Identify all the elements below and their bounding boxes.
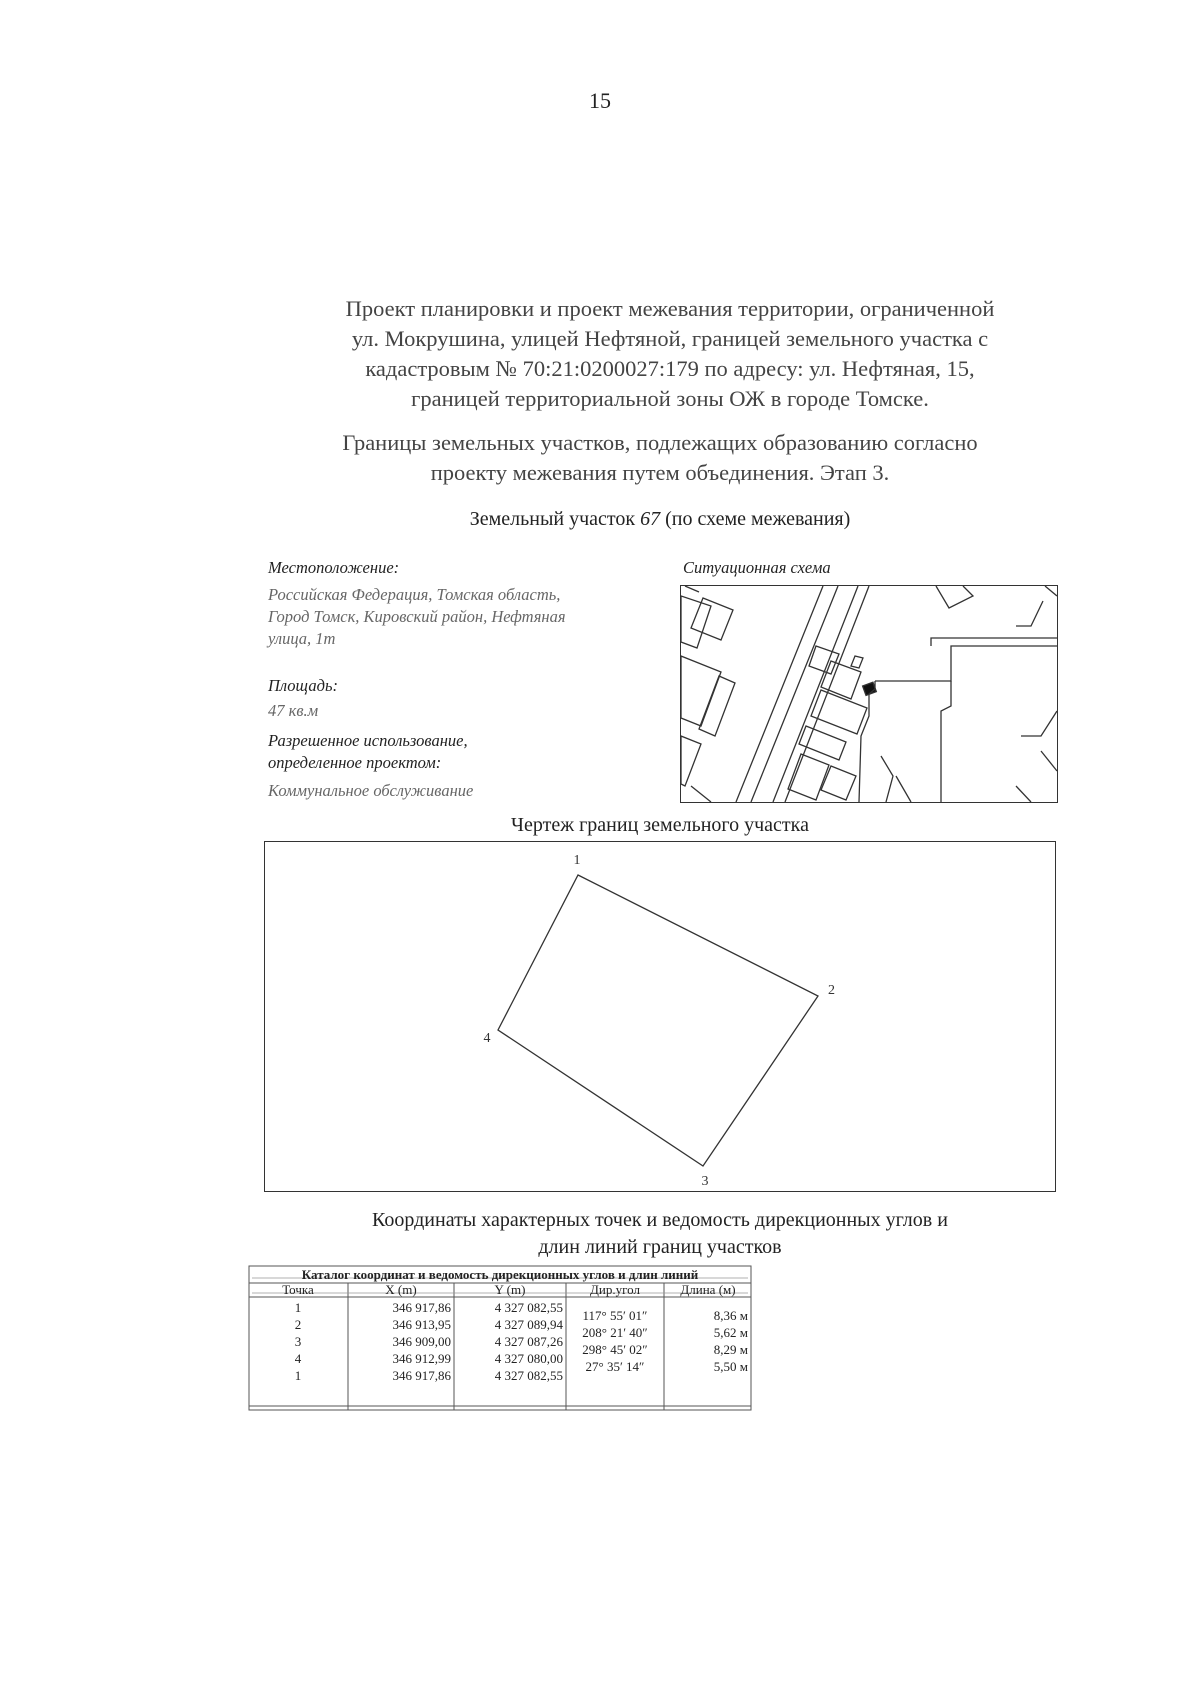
project-title-line: границей территориальной зоны ОЖ в городе Томске. xyxy=(411,386,929,411)
catalog-header: Y (m) xyxy=(494,1282,526,1297)
catalog-length: 8,36 м xyxy=(713,1308,748,1323)
catalog-angle: 117° 55′ 01″ xyxy=(582,1308,648,1323)
use-label-line: определенное проектом: xyxy=(268,753,442,772)
catalog-grid xyxy=(248,1265,752,1411)
area-label: Площадь: xyxy=(268,676,339,695)
catalog-length: 5,62 м xyxy=(713,1325,748,1340)
situation-label: Ситуационная схема xyxy=(683,558,831,577)
use-value: Коммунальное обслуживание xyxy=(268,781,474,800)
catalog-y: 4 327 082,55 xyxy=(494,1300,563,1315)
parcel-number: 67 xyxy=(640,508,661,530)
catalog-header: Точка xyxy=(282,1282,314,1297)
catalog-point: 2 xyxy=(294,1317,302,1332)
situation-map-drawing xyxy=(681,586,1057,802)
project-title-line: кадастровым № 70:21:0200027:179 по адресу: ул. Нефтяная, 15, xyxy=(365,356,975,381)
catalog-header: Длина (м) xyxy=(680,1282,736,1297)
coordinate-catalog-table xyxy=(248,1265,752,1411)
boundary-drawing xyxy=(265,842,1055,1191)
catalog-header: X (m) xyxy=(385,1282,417,1297)
catalog-point: 1 xyxy=(294,1300,302,1315)
point-label: 3 xyxy=(701,1174,709,1189)
catalog-angle: 208° 21′ 40″ xyxy=(582,1325,648,1340)
section-title-line: Границы земельных участков, подлежащих образованию согласно xyxy=(342,430,978,455)
point-label: 2 xyxy=(828,983,835,998)
section-title-line: проекту межевания путем объединения. Этап 3. xyxy=(430,460,890,485)
situation-map xyxy=(680,585,1058,803)
catalog-caption: Каталог координат и ведомость дирекционных углов и длин линий xyxy=(301,1267,699,1282)
catalog-point: 3 xyxy=(294,1334,302,1349)
catalog-header: Дир.угол xyxy=(590,1282,640,1297)
drawing-title: Чертеж границ земельного участка xyxy=(511,814,809,836)
page-number: 15 xyxy=(589,88,611,113)
coordinates-title-line: Координаты характерных точек и ведомость дирекционных углов и xyxy=(372,1209,948,1231)
project-title-line: ул. Мокрушина, улицей Нефтяной, границей земельного участка с xyxy=(351,326,989,351)
location-line: улица, 1т xyxy=(268,629,336,648)
coordinates-title-line: длин линий границ участков xyxy=(538,1236,782,1258)
parcel-boundary xyxy=(498,875,818,1166)
catalog-point: 4 xyxy=(294,1351,302,1366)
location-value xyxy=(268,584,638,650)
point-label: 1 xyxy=(573,853,581,868)
point-label: 4 xyxy=(483,1031,491,1046)
use-label xyxy=(268,730,568,774)
catalog-x: 346 912,99 xyxy=(392,1351,451,1366)
parcel-heading xyxy=(300,508,1020,531)
catalog-angle: 27° 35′ 14″ xyxy=(585,1359,645,1374)
catalog-y: 4 327 080,00 xyxy=(494,1351,563,1366)
boundary-drawing-frame xyxy=(264,841,1056,1192)
catalog-x: 346 913,95 xyxy=(392,1317,451,1332)
project-title xyxy=(290,294,1050,414)
catalog-x: 346 917,86 xyxy=(392,1368,451,1383)
parcel-heading-suffix: (по схеме межевания) xyxy=(660,508,851,530)
location-label: Местоположение: xyxy=(268,558,400,577)
catalog-y: 4 327 082,55 xyxy=(494,1368,563,1383)
coordinates-title xyxy=(280,1207,1040,1261)
parcel-heading-prefix: Земельный участок xyxy=(469,508,641,530)
project-title-line: Проект планировки и проект межевания территории, ограниченной xyxy=(345,296,995,321)
catalog-point: 1 xyxy=(294,1368,302,1383)
catalog-x: 346 909,00 xyxy=(392,1334,451,1349)
catalog-y: 4 327 087,26 xyxy=(494,1334,563,1349)
catalog-y: 4 327 089,94 xyxy=(494,1317,563,1332)
section-title xyxy=(270,428,1050,488)
catalog-length: 8,29 м xyxy=(713,1342,748,1357)
catalog-x: 346 917,86 xyxy=(392,1300,451,1315)
area-value: 47 кв.м xyxy=(268,701,319,720)
catalog-length: 5,50 м xyxy=(713,1359,748,1374)
location-line: Российская Федерация, Томская область, xyxy=(268,585,561,604)
use-label-line: Разрешенное использование, xyxy=(268,731,468,750)
location-line: Город Томск, Кировский район, Нефтяная xyxy=(268,607,566,626)
catalog-angle: 298° 45′ 02″ xyxy=(582,1342,648,1357)
